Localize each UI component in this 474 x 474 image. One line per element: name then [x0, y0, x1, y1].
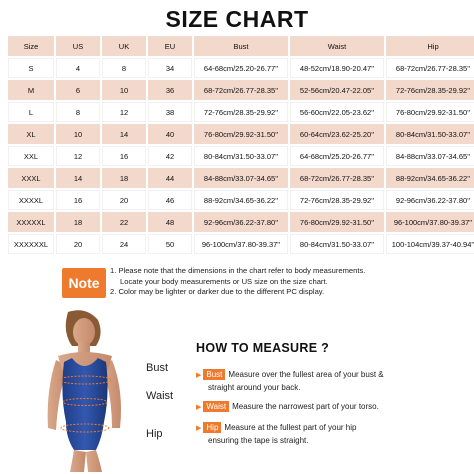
cell-hip: 72-76cm/28.35-29.92'' — [386, 80, 474, 100]
cell-us: 10 — [56, 124, 100, 144]
cell-eu: 34 — [148, 58, 192, 78]
cell-bust: 80-84cm/31.50-33.07'' — [194, 146, 288, 166]
cell-waist: 68-72cm/26.77-28.35'' — [290, 168, 384, 188]
header-eu: EU — [148, 36, 192, 56]
cell-eu: 36 — [148, 80, 192, 100]
table-row — [8, 124, 474, 144]
cell-uk: 22 — [102, 212, 146, 232]
cell-uk: 10 — [102, 80, 146, 100]
cell-eu: 40 — [148, 124, 192, 144]
cell-waist: 76-80cm/29.92-31.50'' — [290, 212, 384, 232]
cell-eu: 44 — [148, 168, 192, 188]
cell-uk: 18 — [102, 168, 146, 188]
cell-us: 14 — [56, 168, 100, 188]
cell-size: XXXXL — [8, 190, 54, 210]
cell-hip: 76-80cm/29.92-31.50'' — [386, 102, 474, 122]
cell-waist: 72-76cm/28.35-29.92'' — [290, 190, 384, 210]
note-badge: Note — [62, 268, 106, 298]
cell-waist: 56-60cm/22.05-23.62'' — [290, 102, 384, 122]
table-row — [8, 102, 474, 122]
cell-size: L — [8, 102, 54, 122]
cell-uk: 14 — [102, 124, 146, 144]
cell-uk: 8 — [102, 58, 146, 78]
header-uk: UK — [102, 36, 146, 56]
cell-uk: 20 — [102, 190, 146, 210]
cell-hip: 100-104cm/39.37-40.94'' — [386, 234, 474, 254]
cell-hip: 80-84cm/31.50-33.07'' — [386, 124, 474, 144]
table-row — [8, 80, 474, 100]
waist-instruction: Measure the narrowest part of your torso. — [232, 402, 379, 411]
cell-us: 6 — [56, 80, 100, 100]
cell-size: XL — [8, 124, 54, 144]
label-bust: Bust — [146, 362, 169, 374]
cell-size: XXXXXL — [8, 212, 54, 232]
cell-bust: 76-80cm/29.92-31.50'' — [194, 124, 288, 144]
how-to-measure-title: HOW TO MEASURE ? — [196, 341, 330, 355]
bust-instruction-cont: straight around your back. — [208, 382, 301, 392]
hip-tag: Hip — [203, 422, 221, 433]
header-waist: Waist — [290, 36, 384, 56]
cell-hip: 92-96cm/36.22-37.80'' — [386, 190, 474, 210]
cell-bust: 68-72cm/26.77-28.35'' — [194, 80, 288, 100]
cell-bust: 88-92cm/34.65-36.22'' — [194, 190, 288, 210]
step-bust — [196, 369, 464, 393]
cell-us: 4 — [56, 58, 100, 78]
header-size: Size — [8, 36, 54, 56]
cell-size: XXL — [8, 146, 54, 166]
table-row — [8, 234, 474, 254]
cell-bust: 92-96cm/36.22-37.80'' — [194, 212, 288, 232]
cell-us: 20 — [56, 234, 100, 254]
waist-tag: Waist — [203, 401, 229, 412]
size-chart-table — [6, 34, 474, 256]
step-hip — [196, 422, 464, 446]
cell-eu: 42 — [148, 146, 192, 166]
cell-us: 18 — [56, 212, 100, 232]
cell-waist: 52-56cm/20.47-22.05'' — [290, 80, 384, 100]
cell-waist: 48-52cm/18.90-20.47'' — [290, 58, 384, 78]
bust-tag: Bust — [203, 369, 225, 380]
cell-bust: 72-76cm/28.35-29.92'' — [194, 102, 288, 122]
cell-us: 12 — [56, 146, 100, 166]
cell-uk: 24 — [102, 234, 146, 254]
cell-us: 16 — [56, 190, 100, 210]
notes-block — [110, 266, 470, 298]
note-line-1: 1. Please note that the dimensions in the chart refer to body measurements. — [110, 266, 366, 275]
cell-waist: 60-64cm/23.62-25.20'' — [290, 124, 384, 144]
cell-size: M — [8, 80, 54, 100]
cell-hip: 88-92cm/34.65-36.22'' — [386, 168, 474, 188]
cell-uk: 16 — [102, 146, 146, 166]
header-bust: Bust — [194, 36, 288, 56]
table-header-row — [8, 36, 474, 56]
step-waist — [196, 401, 464, 414]
arrow-icon: ▶ — [196, 372, 202, 379]
header-us: US — [56, 36, 100, 56]
cell-eu: 46 — [148, 190, 192, 210]
label-waist: Waist — [146, 390, 174, 402]
cell-eu: 48 — [148, 212, 192, 232]
table-row — [8, 212, 474, 232]
hip-instruction: Measure at the fullest part of your hip — [224, 423, 357, 432]
cell-size: XXXL — [8, 168, 54, 188]
cell-bust: 96-100cm/37.80-39.37'' — [194, 234, 288, 254]
header-hip: Hip — [386, 36, 474, 56]
cell-waist: 80-84cm/31.50-33.07'' — [290, 234, 384, 254]
table-row — [8, 146, 474, 166]
cell-bust: 84-88cm/33.07-34.65'' — [194, 168, 288, 188]
cell-eu: 50 — [148, 234, 192, 254]
cell-bust: 64-68cm/25.20-26.77'' — [194, 58, 288, 78]
cell-size: XXXXXXL — [8, 234, 54, 254]
cell-uk: 12 — [102, 102, 146, 122]
cell-size: S — [8, 58, 54, 78]
hip-instruction-cont: ensuring the tape is straight. — [208, 435, 309, 445]
table-row — [8, 168, 474, 188]
cell-eu: 38 — [148, 102, 192, 122]
cell-hip: 68-72cm/26.77-28.35'' — [386, 58, 474, 78]
note-line-1b: Locate your body measurements or US size on the size chart. — [120, 276, 328, 286]
cell-waist: 64-68cm/25.20-26.77'' — [290, 146, 384, 166]
label-hip: Hip — [146, 428, 163, 440]
cell-us: 8 — [56, 102, 100, 122]
table-row — [8, 58, 474, 78]
cell-hip: 96-100cm/37.80-39.37'' — [386, 212, 474, 232]
bust-instruction: Measure over the fullest area of your bust & — [228, 370, 384, 379]
note-line-2: 2. Color may be lighter or darker due to the different PC display. — [110, 287, 325, 296]
table-row — [8, 190, 474, 210]
cell-hip: 84-88cm/33.07-34.65'' — [386, 146, 474, 166]
size-chart-title: SIZE CHART — [165, 6, 309, 32]
arrow-icon: ▶ — [196, 404, 202, 411]
arrow-icon: ▶ — [196, 425, 202, 432]
